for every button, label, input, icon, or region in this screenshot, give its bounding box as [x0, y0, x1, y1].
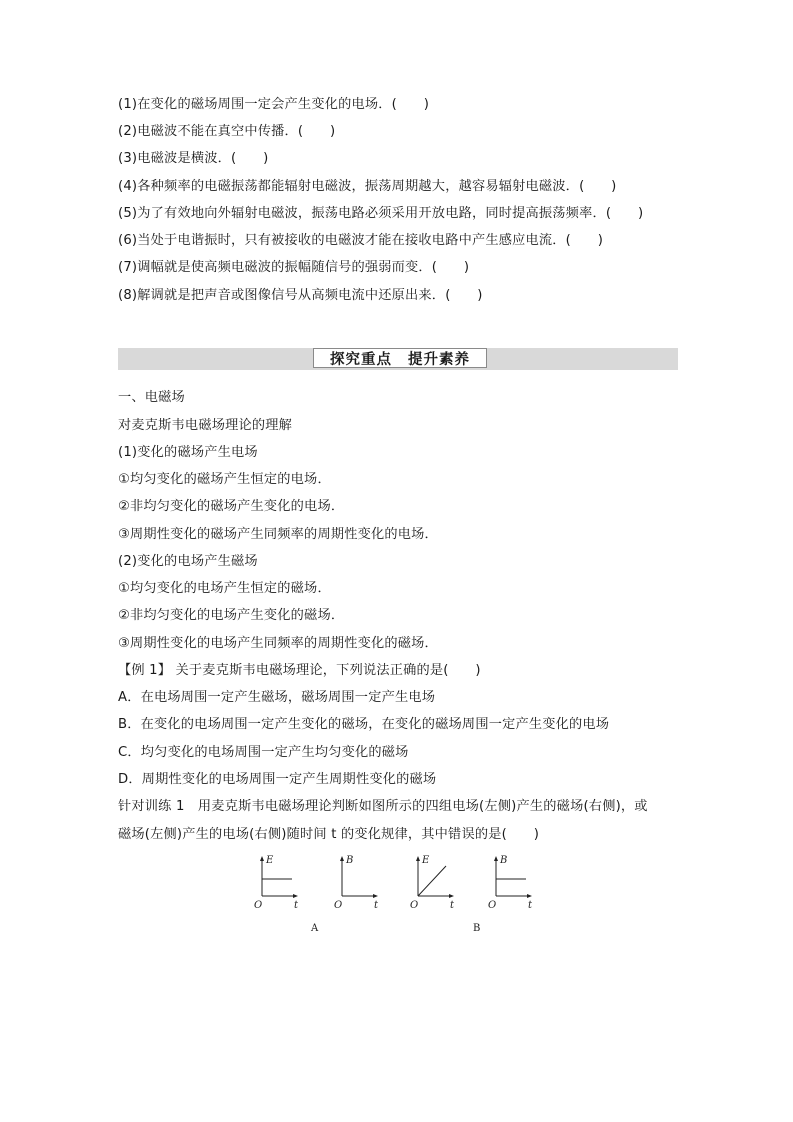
content-line: ③周期性变化的磁场产生同频率的周期性变化的电场．: [118, 527, 438, 542]
graph-2-origin: O: [334, 900, 343, 911]
content-line: ②非均匀变化的磁场产生变化的电场．: [118, 499, 345, 514]
banner-title-part1: 探究重点: [330, 351, 392, 368]
judgement-item-2: (2)电磁波不能在真空中传播．( ): [118, 124, 336, 139]
graph-3-xlabel: t: [450, 900, 455, 911]
graph-4-origin: O: [488, 900, 497, 911]
content-line: ②非均匀变化的电场产生变化的磁场．: [118, 608, 345, 623]
judgement-item-5: (5)为了有效地向外辐射电磁波，振荡电路必须采用开放电路，同时提高振荡频率．( ): [118, 206, 644, 221]
judgement-item-3: (3)电磁波是横波．( ): [118, 151, 269, 166]
training-question-line2: 磁场(左侧)产生的电场(右侧)随时间 t 的变化规律，其中错误的是( ): [118, 827, 540, 842]
graph-3-origin: O: [410, 900, 419, 911]
example-option-c: C．均匀变化的电场周围一定产生均匀变化的磁场: [118, 745, 409, 760]
judgement-item-7: (7)调幅就是使高频电磁波的振幅随信号的强弱而变．( ): [118, 260, 470, 275]
graph-2-ylabel: B: [346, 855, 354, 866]
content-line: (1)变化的磁场产生电场: [118, 445, 258, 460]
banner-title-box: [313, 348, 487, 368]
section-heading: 一、电磁场: [118, 390, 185, 405]
section-banner: [118, 348, 678, 370]
graph-2-xlabel: t: [374, 900, 379, 911]
graphs-svg: [250, 852, 550, 922]
judgement-item-8: (8)解调就是把声音或图像信号从高频电流中还原出来．( ): [118, 288, 483, 303]
judgement-item-6: (6)当处于电谐振时，只有被接收的电磁波才能在接收电路中产生感应电流．( ): [118, 233, 604, 248]
figure-label-b: B: [473, 923, 481, 934]
judgement-item-4: (4)各种频率的电磁振荡都能辐射电磁波，振荡周期越大，越容易辐射电磁波．( ): [118, 179, 617, 194]
graph-3: [410, 855, 455, 911]
field-graphs-figure: [250, 852, 550, 942]
graph-4-ylabel: B: [500, 855, 508, 866]
example-option-b: B．在变化的电场周围一定产生变化的磁场，在变化的磁场周围一定产生变化的电场: [118, 717, 610, 732]
graph-1-xlabel: t: [294, 900, 299, 911]
graph-3-curve: [418, 866, 446, 896]
graph-1-ylabel: E: [266, 855, 274, 866]
content-line: ③周期性变化的电场产生同频率的周期性变化的磁场．: [118, 636, 438, 651]
training-question-line1: 针对训练 1 用麦克斯韦电磁场理论判断如图所示的四组电场(左侧)产生的磁场(右侧)，或: [118, 799, 648, 814]
judgement-item-1: (1)在变化的磁场周围一定会产生变化的电场．( ): [118, 97, 430, 112]
content-line: ①均匀变化的磁场产生恒定的电场．: [118, 472, 331, 487]
example-option-a: A．在电场周围一定产生磁场，磁场周围一定产生电场: [118, 690, 436, 705]
graph-1-origin: O: [254, 900, 263, 911]
graph-1: [254, 855, 299, 911]
graph-4: [488, 855, 533, 911]
section-subheading: 对麦克斯韦电磁场理论的理解: [118, 418, 293, 433]
graph-2: [334, 855, 379, 911]
example-option-d: D．周期性变化的电场周围一定产生周期性变化的磁场: [118, 772, 437, 787]
graph-3-ylabel: E: [422, 855, 430, 866]
banner-title-part2: 提升素养: [408, 351, 470, 368]
graph-4-xlabel: t: [528, 900, 533, 911]
example-stem: 【例 1】 关于麦克斯韦电磁场理论，下列说法正确的是( ): [118, 663, 481, 678]
content-line: (2)变化的电场产生磁场: [118, 554, 258, 569]
figure-label-a: A: [311, 923, 319, 934]
content-line: ①均匀变化的电场产生恒定的磁场．: [118, 581, 331, 596]
